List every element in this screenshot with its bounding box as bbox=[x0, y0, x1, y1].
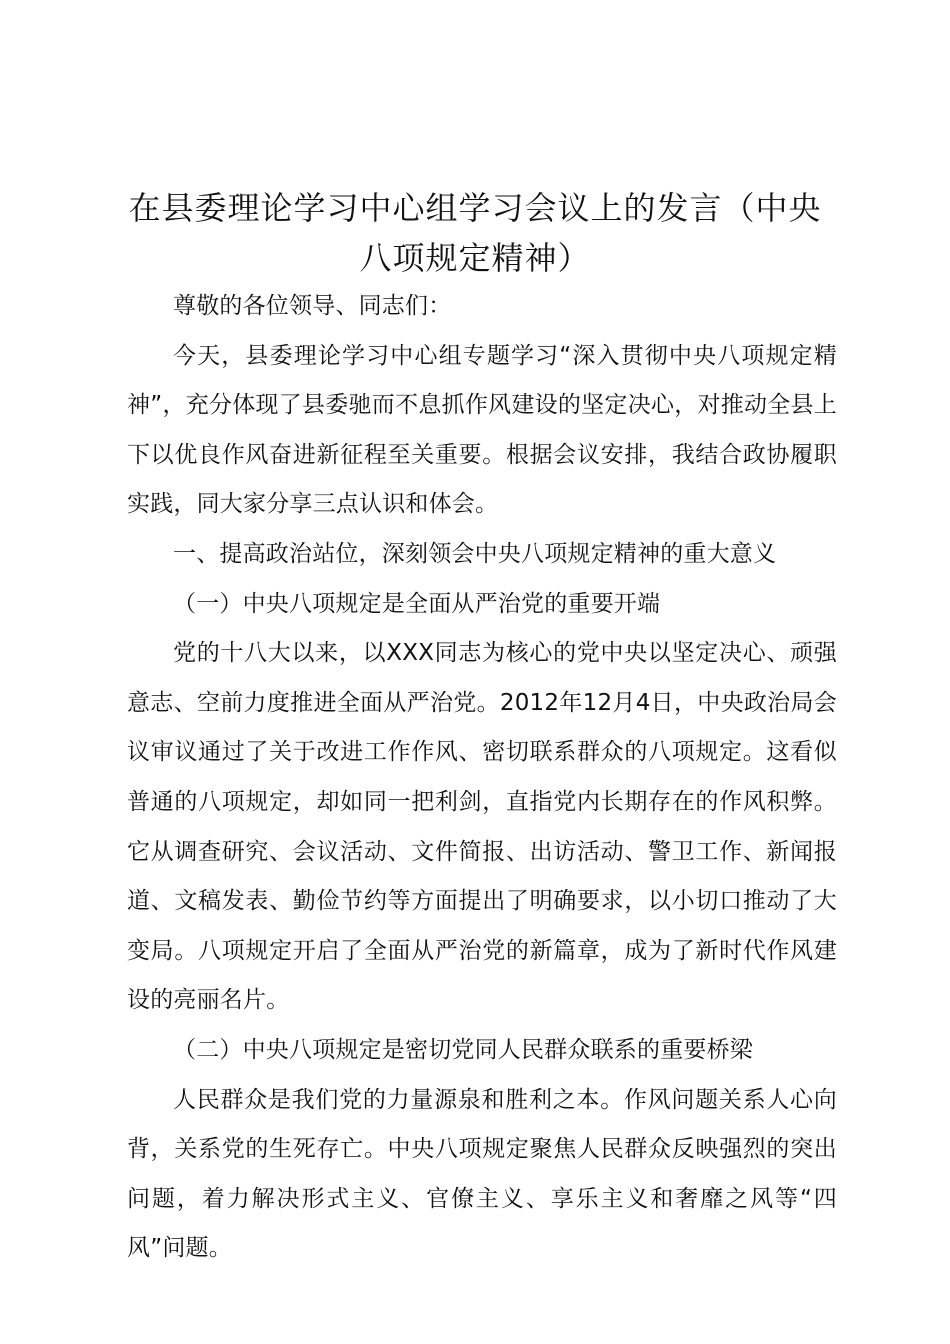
section-heading-1: 一、提高政治站位，深刻领会中央八项规定精神的重大意义 bbox=[173, 540, 777, 567]
intro-paragraph: 今天，县委理论学习中心组专题学习“深入贯彻中央八项规定精神”，充分体现了县委驰而不息抓作风建设的坚定决心，对推动全县上下以优良作风奋进新征程至关重要。根据会议安排，我结合政协履职实践，同大家分享三点认识和体会。 bbox=[127, 342, 837, 518]
document-title: 在县委理论学习中心组学习会议上的发言（中央八项规定精神） bbox=[128, 189, 822, 277]
body-paragraph-1: 党的十八大以来，以XXX同志为核心的党中央以坚定决心、顽强意志、空前力度推进全面从严治党。2012年12月4日，中央政治局会议审议通过了关于改进工作作风、密切联系群众的八项规定。这看似普通的八项规定，却如同一把利剑，直指党内长期存在的作风积弊。它从调查研究、会议活动、文件简报、出访活动、警卫工作、新闻报道、文稿发表、勤俭节约等方面提出了明确要求，以小切口推动了大变局。八项规定开启了全面从严治党的新篇章，成为了新时代作风建设的亮丽名片。 bbox=[127, 640, 837, 1014]
subsection-heading-1: （一）中央八项规定是全面从严治党的重要开端 bbox=[173, 590, 661, 617]
body-paragraph-2: 人民群众是我们党的力量源泉和胜利之本。作风问题关系人心向背，关系党的生死存亡。中央八项规定聚焦人民群众反映强烈的突出问题，着力解决形式主义、官僚主义、享乐主义和奢靡之风等“四风”问题。 bbox=[127, 1086, 837, 1262]
salutation: 尊敬的各位领导、同志们： bbox=[173, 293, 452, 319]
subsection-heading-2: （二）中央八项规定是密切党同人民群众联系的重要桥梁 bbox=[173, 1036, 753, 1063]
document-body bbox=[127, 282, 837, 1274]
